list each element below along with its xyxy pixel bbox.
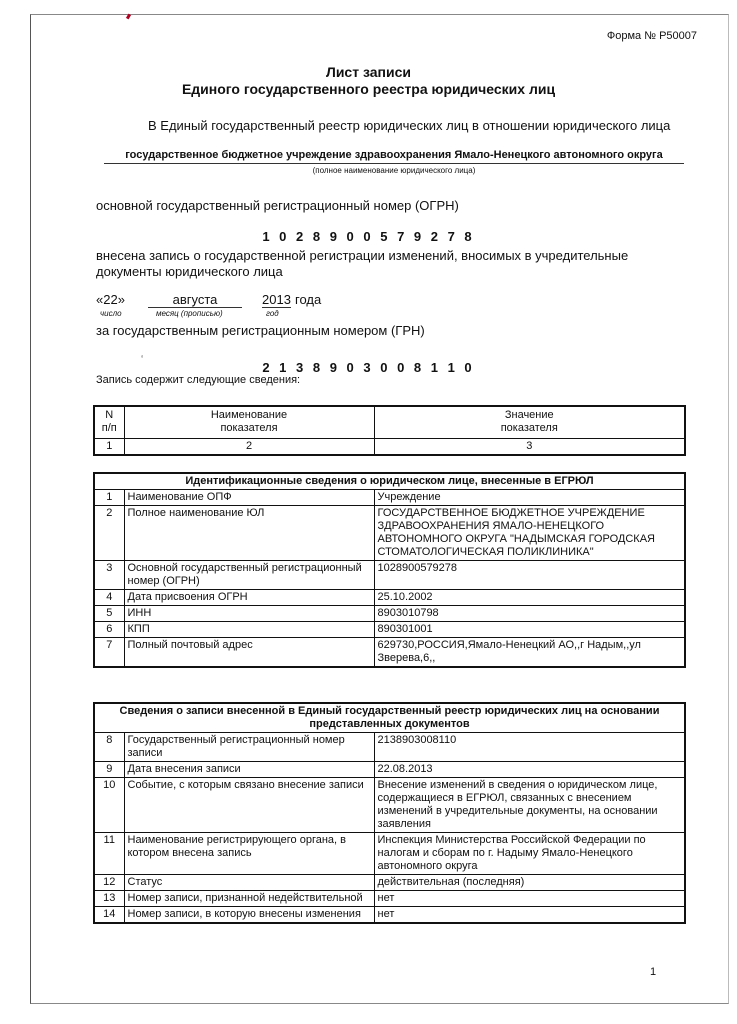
col-number-index: 1: [94, 438, 124, 455]
organization-name: государственное бюджетное учреждение здравоохранения Ямало-Ненецкого автономного округа: [104, 149, 684, 164]
date-day: «22»: [96, 292, 125, 307]
ogrn-number: 1 0 2 8 9 0 0 5 7 9 2 7 8: [262, 229, 475, 244]
table-row: [94, 490, 685, 506]
row-name: Номер записи, в которую внесены изменения: [124, 907, 374, 924]
row-value: Инспекция Министерства Российской Федерации по налогам и сборам по г. Надыму Ямало-Ненецкого автономного округа: [374, 833, 685, 875]
header-table: [93, 405, 686, 456]
col-name-index: 2: [124, 438, 374, 455]
row-number: 13: [94, 891, 124, 907]
identification-table: [93, 472, 686, 668]
row-value: 22.08.2013: [374, 762, 685, 778]
row-value: 629730,РОССИЯ,Ямало-Ненецкий АО,,г Надым,,ул Зверева,6,,: [374, 638, 685, 668]
row-value: Учреждение: [374, 490, 685, 506]
grn-number: 2 1 3 8 9 0 3 0 0 8 1 1 0: [262, 360, 475, 375]
row-number: 2: [94, 506, 124, 561]
row-number: 3: [94, 561, 124, 590]
section1-title: Идентификационные сведения о юридическом лице, внесенные в ЕГРЮЛ: [94, 473, 685, 490]
grn-label: за государственным регистрационным номером (ГРН): [96, 323, 425, 338]
row-value: 2138903008110: [374, 733, 685, 762]
row-number: 10: [94, 778, 124, 833]
row-value: Внесение изменений в сведения о юридическом лице, содержащиеся в ЕГРЮЛ, связанных с внесением изменений в учредительные документы, на основании заявления: [374, 778, 685, 833]
table-row: [94, 606, 685, 622]
date-year-caption: год: [266, 309, 279, 318]
table-row: [94, 875, 685, 891]
row-value: 25.10.2002: [374, 590, 685, 606]
row-name: Полный почтовый адрес: [124, 638, 374, 668]
ogrn-label: основной государственный регистрационный номер (ОГРН): [96, 198, 459, 213]
col-value-index: 3: [374, 438, 685, 455]
table-row: [94, 506, 685, 561]
row-name: Наименование ОПФ: [124, 490, 374, 506]
page-number: 1: [650, 966, 657, 978]
row-name: Наименование регистрирующего органа, в котором внесена запись: [124, 833, 374, 875]
row-name: Статус: [124, 875, 374, 891]
row-name: Событие, с которым связано внесение записи: [124, 778, 374, 833]
date-year: 2013: [262, 292, 291, 307]
row-name: Полное наименование ЮЛ: [124, 506, 374, 561]
row-number: 8: [94, 733, 124, 762]
row-value: 1028900579278: [374, 561, 685, 590]
date-year-suffix: года: [295, 292, 322, 307]
row-name: Дата присвоения ОГРН: [124, 590, 374, 606]
form-number: Форма № Р50007: [606, 30, 697, 42]
col-number-header: N п/п: [94, 406, 124, 438]
row-number: 1: [94, 490, 124, 506]
intro-text: В Единый государственный реестр юридических лиц в отношении юридического лица: [148, 118, 671, 133]
row-value: 890301001: [374, 622, 685, 638]
table-row: [94, 907, 685, 924]
table-row: [94, 561, 685, 590]
table-row: [94, 733, 685, 762]
date-day-caption: число: [100, 309, 122, 318]
row-name: Основной государственный регистрационный номер (ОГРН): [124, 561, 374, 590]
row-value: нет: [374, 907, 685, 924]
pen-tick: ‘: [141, 354, 144, 365]
row-value: 8903010798: [374, 606, 685, 622]
table-row: [94, 833, 685, 875]
table-row: [94, 891, 685, 907]
row-value: нет: [374, 891, 685, 907]
row-number: 5: [94, 606, 124, 622]
record-table: [93, 702, 686, 924]
row-value: действительная (последняя): [374, 875, 685, 891]
table-row: [94, 762, 685, 778]
row-name: Номер записи, признанной недействительной: [124, 891, 374, 907]
table-row: [94, 622, 685, 638]
date-month-caption: месяц (прописью): [156, 309, 223, 318]
row-name: Государственный регистрационный номер записи: [124, 733, 374, 762]
row-number: 4: [94, 590, 124, 606]
row-number: 12: [94, 875, 124, 891]
row-value: ГОСУДАРСТВЕННОЕ БЮДЖЕТНОЕ УЧРЕЖДЕНИЕ ЗДРАВООХРАНЕНИЯ ЯМАЛО-НЕНЕЦКОГО АВТОНОМНОГО ОКРУГА "НАДЫМСКАЯ ГОРОДСКАЯ СТОМАТОЛОГИЧЕСКАЯ ПОЛИКЛИНИКА": [374, 506, 685, 561]
document-title: Лист записи: [326, 64, 411, 80]
row-name: ИНН: [124, 606, 374, 622]
col-value-header: Значение показателя: [374, 406, 685, 438]
table-row: [94, 778, 685, 833]
contains-label: Запись содержит следующие сведения:: [96, 374, 301, 386]
row-name: Дата внесения записи: [124, 762, 374, 778]
row-name: КПП: [124, 622, 374, 638]
entry-text: внесена запись о государственной регистрации изменений, вносимых в учредительные документы юридического лица: [96, 248, 629, 279]
row-number: 9: [94, 762, 124, 778]
row-number: 6: [94, 622, 124, 638]
table-row: [94, 590, 685, 606]
row-number: 11: [94, 833, 124, 875]
organization-name-caption: (полное наименование юридического лица): [312, 166, 476, 175]
row-number: 7: [94, 638, 124, 668]
row-number: 14: [94, 907, 124, 924]
section2-title: Сведения о записи внесенной в Единый государственный реестр юридических лиц на основании представленных документов: [94, 703, 685, 733]
table-row: [94, 638, 685, 668]
document-subtitle: Единого государственного реестра юридических лиц: [181, 81, 556, 97]
col-name-header: Наименование показателя: [124, 406, 374, 438]
date-month: августа: [148, 292, 242, 308]
